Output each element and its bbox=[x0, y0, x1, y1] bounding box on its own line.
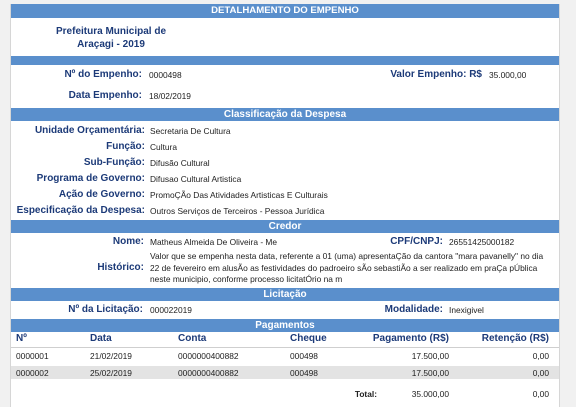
pagamentos-title: Pagamentos bbox=[255, 320, 315, 331]
licitacao-header bbox=[11, 288, 559, 301]
field-label-especificacao: Especificação da Despesa: bbox=[16, 205, 145, 216]
licitacao-modalidade-value: Inexigivel bbox=[449, 305, 484, 315]
org-name-line2: Araçagi - 2019 bbox=[77, 39, 145, 50]
table-row bbox=[11, 366, 559, 379]
empenho-detail-panel bbox=[10, 4, 560, 407]
col-header-conta: Conta bbox=[178, 333, 207, 344]
classificacao-header bbox=[11, 108, 559, 121]
credor-title: Credor bbox=[268, 221, 302, 232]
licitacao-modalidade-label: Modalidade: bbox=[384, 304, 443, 315]
cell-numero: 0000002 bbox=[16, 368, 49, 378]
org-name-line1: Prefeitura Municipal de bbox=[55, 26, 167, 37]
field-value-funcao: Cultura bbox=[150, 142, 177, 152]
total-label: Total: bbox=[354, 389, 377, 399]
table-row bbox=[11, 349, 559, 362]
page-title: DETALHAMENTO DO EMPENHO bbox=[211, 5, 359, 16]
licitacao-number-label: Nº da Licitação: bbox=[68, 304, 143, 315]
field-value-especificacao: Outros Serviços de Terceiros - Pessoa Jurídica bbox=[150, 206, 325, 216]
cell-pagamento: 17.500,00 bbox=[411, 351, 449, 361]
classificacao-title: Classificação da Despesa bbox=[223, 109, 347, 120]
col-header-retencao: Retenção (R$) bbox=[481, 333, 549, 344]
field-value-acao: PromoÇÃo Das Atividades Artisticas E Culturais bbox=[150, 190, 328, 200]
col-header-data: Data bbox=[90, 333, 112, 344]
divider-bar bbox=[11, 56, 559, 65]
pagamentos-header bbox=[11, 319, 559, 332]
field-label-subfuncao: Sub-Função: bbox=[83, 157, 145, 168]
col-header-cheque: Cheque bbox=[290, 333, 327, 344]
credor-historico-label: Histórico: bbox=[97, 262, 144, 273]
cell-conta: 0000000400882 bbox=[178, 368, 239, 378]
cell-data: 25/02/2019 bbox=[90, 368, 132, 378]
field-value-unidade: Secretaria De Cultura bbox=[150, 126, 231, 136]
field-label-programa: Programa de Governo: bbox=[36, 173, 145, 184]
field-value-subfuncao: Difusão Cultural bbox=[150, 158, 210, 168]
credor-nome-value: Matheus Almeida De Oliveira - Me bbox=[150, 237, 278, 247]
empenho-value-label: Valor Empenho: R$ bbox=[390, 69, 482, 80]
header-separator bbox=[11, 347, 559, 348]
cell-numero: 0000001 bbox=[16, 351, 49, 361]
field-label-unidade: Unidade Orçamentária: bbox=[34, 125, 145, 136]
cell-retencao: 0,00 bbox=[532, 351, 549, 361]
credor-nome-label: Nome: bbox=[112, 236, 144, 247]
empenho-number-value: 0000498 bbox=[149, 70, 182, 80]
total-pagamento: 35.000,00 bbox=[411, 389, 449, 399]
licitacao-number-value: 000022019 bbox=[150, 305, 192, 315]
col-header-numero: Nº bbox=[16, 333, 27, 344]
total-retencao: 0,00 bbox=[532, 389, 549, 399]
cell-conta: 0000000400882 bbox=[178, 351, 239, 361]
field-label-funcao: Função: bbox=[106, 141, 145, 152]
cell-cheque: 000498 bbox=[290, 368, 318, 378]
field-label-acao: Ação de Governo: bbox=[58, 189, 145, 200]
credor-cpf-value: 26551425000182 bbox=[449, 237, 515, 247]
cell-data: 21/02/2019 bbox=[90, 351, 132, 361]
empenho-date-label: Data Empenho: bbox=[68, 90, 142, 101]
field-value-programa: Difusao Cultural Artistica bbox=[150, 174, 242, 184]
credor-cpf-label: CPF/CNPJ: bbox=[390, 236, 443, 247]
empenho-date-value: 18/02/2019 bbox=[149, 91, 191, 101]
empenho-value: 35.000,00 bbox=[489, 70, 527, 80]
cell-cheque: 000498 bbox=[290, 351, 318, 361]
licitacao-title: Licitação bbox=[263, 289, 307, 300]
cell-pagamento: 17.500,00 bbox=[411, 368, 449, 378]
credor-header bbox=[11, 220, 559, 233]
cell-retencao: 0,00 bbox=[532, 368, 549, 378]
header-bar bbox=[11, 4, 559, 18]
col-header-pagamento: Pagamento (R$) bbox=[372, 333, 449, 344]
credor-historico-text: Valor que se empenha nesta data, referente a 01 (uma) apresentaÇão da cantora "mara pavanelly" no dia 22 de fevereiro em alusÃo as festividades do padroeiro sÃo sebastiÃo a ser realizado em praÇa pÚblica neste municipio, conforme processo licitatÓrio na m bbox=[150, 251, 544, 284]
empenho-number-label: Nº do Empenho: bbox=[64, 69, 142, 80]
